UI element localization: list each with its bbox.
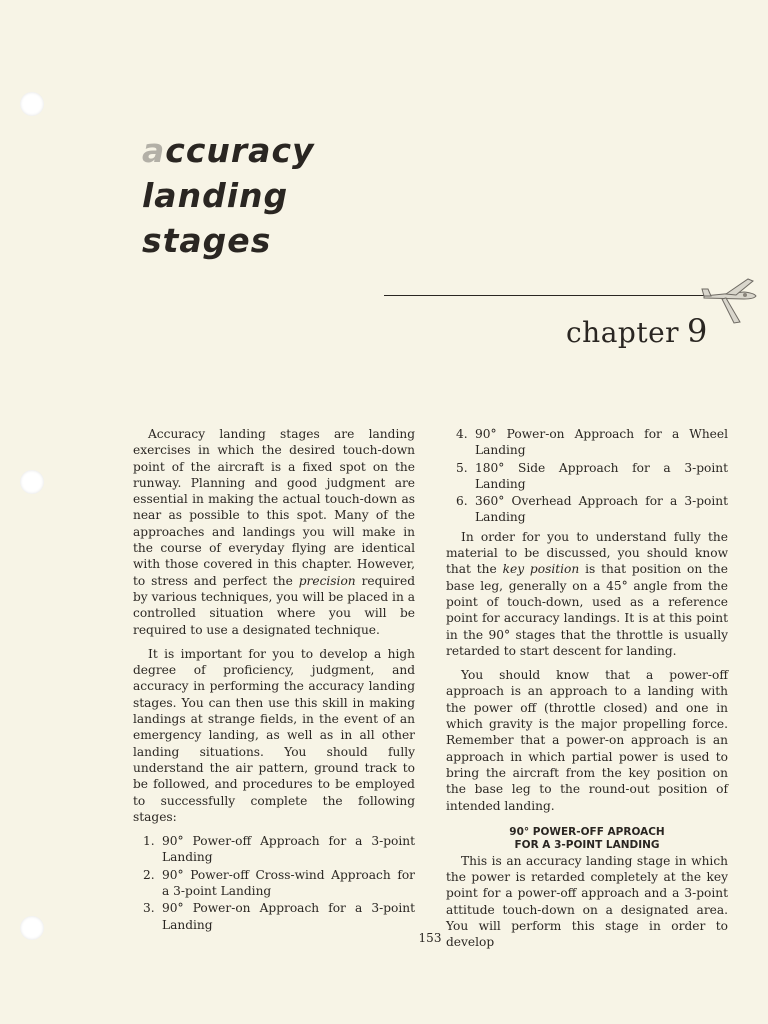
binder-hole xyxy=(20,470,44,494)
proficiency-paragraph: It is important for you to develop a high degree of proficiency, judgment, and accuracy in performing the accuracy landing stages. You can then use this skill in making landings at strange fields, in the event of an emergency landing, as well as in all other landing situations. You should fully understand the air pattern, ground track to be followed, and procedures to be employed to successfully complete the following stages: xyxy=(133,646,415,824)
stage-list-item xyxy=(133,867,415,900)
stage-number: 4. xyxy=(456,427,468,441)
chapter-label: chapter xyxy=(566,316,680,349)
stage-text: 90° Power-off Approach for a 3-point Landing xyxy=(162,834,415,865)
stage-number: 3. xyxy=(143,901,155,916)
stages-list-continued xyxy=(446,426,728,526)
text-run: Accuracy landing stages are landing exercises in which the desired touch-down point of the aircraft is a fixed spot on the runway. Planning and good judgment are essential in making the actual touch-down as near as possible to this spot. Many of the approaches and landings you will make in the course of everyday flying are identical with those covered in this chapter. However, to stress and perfect the xyxy=(133,427,415,588)
stage-list-item xyxy=(446,460,728,493)
left-column xyxy=(133,426,415,936)
stage-list-item xyxy=(133,900,415,933)
stage-number: 5. xyxy=(456,460,468,475)
stage-list-item xyxy=(446,493,728,526)
stages-list xyxy=(133,833,415,933)
stage-number: 1. xyxy=(143,834,155,849)
stage-text: 90° Power-on Approach for a 3-point Landing xyxy=(162,901,415,932)
key-position-paragraph xyxy=(446,529,728,659)
subheading-line-1: 90° POWER-OFF APROACH xyxy=(509,825,665,838)
airplane-icon xyxy=(700,276,760,324)
section-paragraph: This is an accuracy landing stage in which the power is retarded completely at the key point for a power-off approach and a 3-point attitude touch-down on a designated area. You will perform this stage in order to develop xyxy=(446,853,728,950)
title-initial-letter: a xyxy=(142,131,166,170)
stage-text: 180° Side Approach for a 3-point Landing xyxy=(475,460,728,491)
binder-hole xyxy=(20,92,44,116)
title-divider-rule xyxy=(384,295,710,296)
section-subheading xyxy=(446,826,728,852)
stage-list-item xyxy=(133,833,415,866)
text-run: required by various techniques, you will be placed in a controlled situation where you will be required to use a designated technique. xyxy=(133,573,415,637)
stage-number: 6. xyxy=(456,494,468,509)
emphasized-term: precision xyxy=(298,573,356,588)
chapter-title xyxy=(142,128,315,263)
title-line-3: stages xyxy=(142,221,272,260)
title-line-1-rest: ccuracy xyxy=(165,131,315,170)
page-number: 153 xyxy=(418,931,442,945)
stage-text: 90° Power-off Cross-wind Approach for a 3-point Landing xyxy=(162,867,415,899)
text-run: In order for you to understand fully the material to be discussed, you should know that the xyxy=(446,529,728,577)
stage-list-item xyxy=(446,426,728,459)
stage-number: 2. xyxy=(143,867,155,882)
title-line-2: landing xyxy=(142,176,289,215)
right-column xyxy=(446,426,728,959)
stage-text: 90° Power-on Approach for a Wheel Landing xyxy=(475,427,728,458)
chapter-number: 9 xyxy=(687,312,708,350)
subheading-line-2: FOR A 3-POINT LANDING xyxy=(514,838,660,851)
text-run: is that position on the base leg, generally on a 45° angle from the point of touch-down, used as a reference point for accuracy landings. It is at this point in the 90° stages that the throttle is usually retarded to start descent for landing. xyxy=(446,562,728,658)
title-line-1 xyxy=(142,128,315,173)
power-off-definition-paragraph: You should know that a power-off approach is an approach to a landing with the power off (throttle closed) and one in which gravity is the major propelling force. Remember that a power-on approach is an approach in which partial power is used to bring the aircraft from the key position on the base leg to the round-out position of intended landing. xyxy=(446,668,728,813)
emphasized-term: key position xyxy=(502,562,580,577)
intro-paragraph xyxy=(133,426,415,638)
stage-text: 360° Overhead Approach for a 3-point Landing xyxy=(475,494,728,525)
chapter-heading xyxy=(566,312,708,350)
